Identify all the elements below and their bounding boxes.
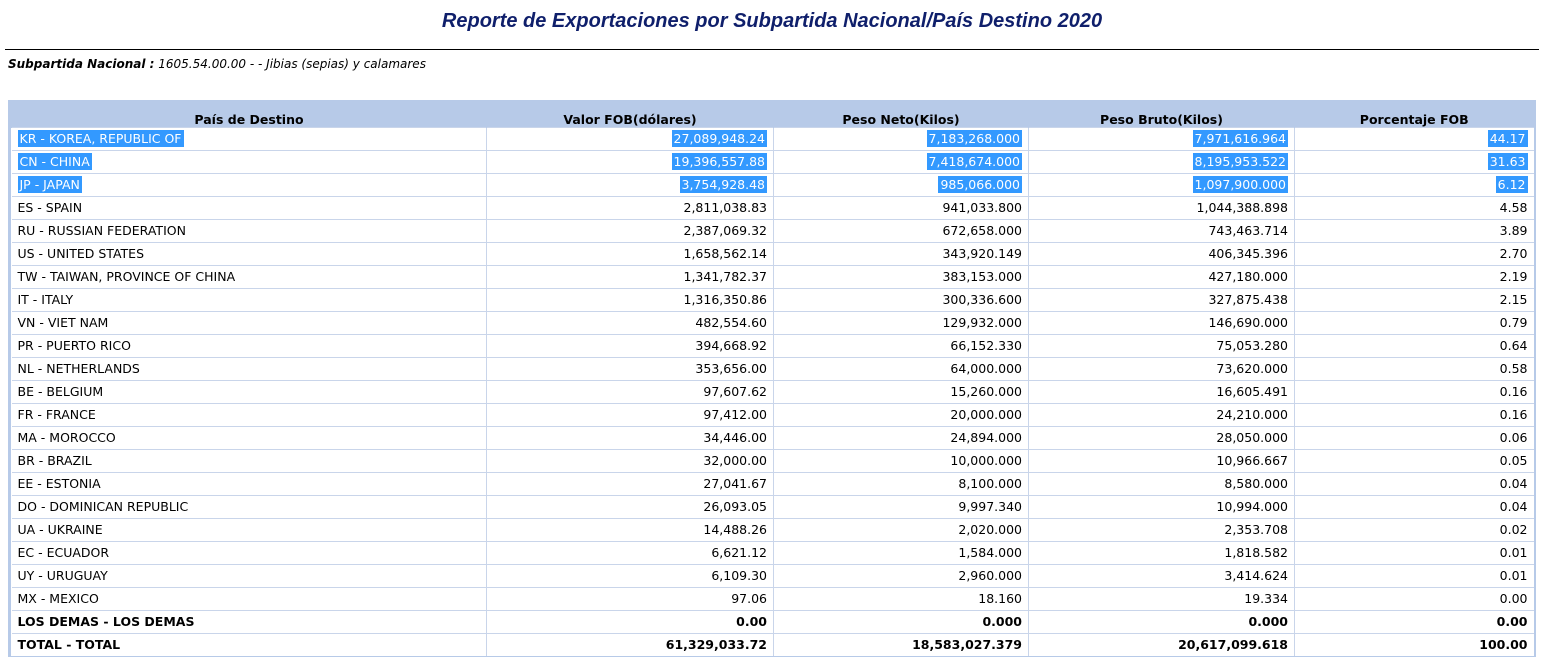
cell-porcentaje-fob-text: 0.64 (1499, 338, 1528, 353)
cell-pais-destino-text: IT - ITALY (17, 292, 74, 307)
table-body (12, 128, 1534, 657)
cell-porcentaje-fob (1295, 565, 1534, 588)
header-porcentaje-fob[interactable]: Porcentaje FOB (1295, 103, 1534, 128)
cell-peso-bruto (1029, 174, 1295, 197)
cell-peso-bruto (1029, 312, 1295, 335)
cell-porcentaje-fob (1295, 243, 1534, 266)
cell-pais-destino (12, 289, 487, 312)
cell-pais-destino (12, 588, 487, 611)
cell-valor-fob-text: 26,093.05 (703, 499, 767, 514)
table-row[interactable] (12, 427, 1534, 450)
cell-valor-fob-text: 482,554.60 (695, 315, 767, 330)
subpartida-label: Subpartida Nacional : (8, 57, 155, 71)
cell-valor-fob-text: 1,316,350.86 (683, 292, 767, 307)
cell-peso-neto-text: 2,960.000 (958, 568, 1022, 583)
cell-porcentaje-fob-text: 0.01 (1499, 545, 1528, 560)
cell-peso-bruto (1029, 151, 1295, 174)
cell-porcentaje-fob-text: 6.12 (1497, 177, 1526, 192)
cell-peso-neto (774, 611, 1029, 634)
cell-porcentaje-fob (1295, 358, 1534, 381)
cell-pais-destino-text: CN - CHINA (19, 154, 90, 169)
cell-porcentaje-fob-text: 0.02 (1499, 522, 1528, 537)
cell-peso-neto (774, 358, 1029, 381)
cell-porcentaje-fob (1295, 473, 1534, 496)
cell-pais-destino-text: EE - ESTONIA (17, 476, 101, 491)
table-row[interactable] (12, 128, 1534, 151)
cell-valor-fob (487, 542, 774, 565)
cell-porcentaje-fob (1295, 197, 1534, 220)
cell-valor-fob (487, 473, 774, 496)
cell-valor-fob-text: 2,387,069.32 (683, 223, 767, 238)
cell-porcentaje-fob (1295, 611, 1534, 634)
cell-peso-bruto-text: 7,971,616.964 (1194, 131, 1286, 146)
cell-peso-bruto (1029, 473, 1295, 496)
cell-porcentaje-fob-text: 0.00 (1496, 614, 1528, 629)
cell-valor-fob (487, 128, 774, 151)
cell-pais-destino (12, 450, 487, 473)
cell-peso-neto-text: 24,894.000 (950, 430, 1022, 445)
cell-valor-fob (487, 519, 774, 542)
cell-peso-neto (774, 427, 1029, 450)
cell-pais-destino-text: UY - URUGUAY (17, 568, 108, 583)
cell-peso-neto-text: 7,418,674.000 (928, 154, 1020, 169)
cell-pais-destino (12, 634, 487, 657)
table-row[interactable] (12, 220, 1534, 243)
cell-porcentaje-fob (1295, 151, 1534, 174)
cell-pais-destino-text: KR - KOREA, REPUBLIC OF (19, 131, 182, 146)
cell-valor-fob-text: 0.00 (736, 614, 767, 629)
table-row[interactable] (12, 151, 1534, 174)
cell-porcentaje-fob-text: 0.04 (1499, 499, 1528, 514)
cell-valor-fob (487, 243, 774, 266)
table-row[interactable] (12, 381, 1534, 404)
cell-porcentaje-fob (1295, 496, 1534, 519)
cell-peso-bruto (1029, 266, 1295, 289)
subpartida-value: 1605.54.00.00 - - Jibias (sepias) y calamares (158, 57, 426, 71)
cell-pais-destino-text: LOS DEMAS - LOS DEMAS (17, 614, 195, 629)
cell-peso-bruto (1029, 404, 1295, 427)
cell-peso-neto (774, 473, 1029, 496)
cell-peso-bruto-text: 28,050.000 (1216, 430, 1288, 445)
cell-peso-neto (774, 197, 1029, 220)
cell-peso-neto-text: 9,997.340 (958, 499, 1022, 514)
cell-valor-fob-text: 6,621.12 (711, 545, 767, 560)
table-row[interactable] (12, 588, 1534, 611)
cell-peso-neto (774, 289, 1029, 312)
table-row[interactable] (12, 519, 1534, 542)
cell-peso-neto-text: 7,183,268.000 (928, 131, 1020, 146)
cell-valor-fob-text: 1,658,562.14 (683, 246, 767, 261)
cell-peso-bruto-text: 1,044,388.898 (1196, 200, 1288, 215)
cell-peso-bruto (1029, 128, 1295, 151)
table-row[interactable] (12, 565, 1534, 588)
cell-porcentaje-fob-text: 100.00 (1479, 637, 1528, 652)
cell-valor-fob (487, 289, 774, 312)
cell-peso-neto (774, 588, 1029, 611)
cell-peso-bruto (1029, 519, 1295, 542)
cell-peso-bruto-text: 8,195,953.522 (1194, 154, 1286, 169)
cell-peso-neto-text: 941,033.800 (942, 200, 1022, 215)
cell-peso-neto-text: 300,336.600 (942, 292, 1022, 307)
table-row[interactable] (12, 289, 1534, 312)
cell-peso-neto (774, 335, 1029, 358)
cell-peso-neto-text: 672,658.000 (942, 223, 1022, 238)
cell-valor-fob (487, 335, 774, 358)
cell-pais-destino-text: UA - UKRAINE (17, 522, 103, 537)
cell-porcentaje-fob-text: 0.58 (1499, 361, 1528, 376)
table-row[interactable] (12, 634, 1534, 657)
cell-peso-neto (774, 496, 1029, 519)
cell-peso-bruto-text: 427,180.000 (1208, 269, 1288, 284)
cell-peso-bruto-text: 1,818.582 (1224, 545, 1288, 560)
cell-peso-neto-text: 64,000.000 (950, 361, 1022, 376)
cell-valor-fob-text: 27,089,948.24 (673, 131, 765, 146)
cell-porcentaje-fob-text: 0.05 (1499, 453, 1528, 468)
cell-peso-neto (774, 220, 1029, 243)
cell-valor-fob (487, 634, 774, 657)
table-row[interactable] (12, 174, 1534, 197)
cell-peso-bruto (1029, 289, 1295, 312)
cell-pais-destino-text: VN - VIET NAM (17, 315, 109, 330)
cell-valor-fob-text: 97,607.62 (703, 384, 767, 399)
header-peso-bruto[interactable]: Peso Bruto(Kilos) (1029, 103, 1295, 128)
cell-valor-fob (487, 565, 774, 588)
cell-peso-neto (774, 450, 1029, 473)
table-row[interactable] (12, 312, 1534, 335)
cell-valor-fob (487, 312, 774, 335)
cell-peso-neto-text: 15,260.000 (950, 384, 1022, 399)
cell-porcentaje-fob-text: 31.63 (1489, 154, 1526, 169)
cell-pais-destino (12, 473, 487, 496)
cell-porcentaje-fob (1295, 427, 1534, 450)
cell-pais-destino-text: PR - PUERTO RICO (17, 338, 131, 353)
cell-peso-bruto (1029, 565, 1295, 588)
cell-peso-bruto (1029, 335, 1295, 358)
header-valor-fob[interactable]: Valor FOB(dólares) (487, 103, 774, 128)
cell-pais-destino (12, 496, 487, 519)
cell-pais-destino-text: BR - BRAZIL (17, 453, 92, 468)
cell-peso-bruto (1029, 496, 1295, 519)
cell-valor-fob-text: 97.06 (731, 591, 767, 606)
cell-peso-neto (774, 404, 1029, 427)
cell-peso-bruto (1029, 381, 1295, 404)
cell-pais-destino (12, 197, 487, 220)
cell-pais-destino (12, 312, 487, 335)
cell-peso-neto-text: 8,100.000 (958, 476, 1022, 491)
cell-pais-destino-text: TW - TAIWAN, PROVINCE OF CHINA (17, 269, 236, 284)
cell-peso-neto-text: 10,000.000 (950, 453, 1022, 468)
cell-pais-destino (12, 519, 487, 542)
cell-peso-neto (774, 128, 1029, 151)
cell-peso-neto-text: 18,583,027.379 (912, 637, 1022, 652)
cell-porcentaje-fob (1295, 312, 1534, 335)
cell-porcentaje-fob (1295, 335, 1534, 358)
cell-valor-fob (487, 496, 774, 519)
cell-pais-destino (12, 266, 487, 289)
subpartida-info (8, 56, 426, 72)
table-row[interactable] (12, 496, 1534, 519)
table-row[interactable] (12, 542, 1534, 565)
cell-porcentaje-fob (1295, 220, 1534, 243)
cell-valor-fob-text: 61,329,033.72 (665, 637, 767, 652)
cell-peso-bruto-text: 0.000 (1248, 614, 1288, 629)
cell-porcentaje-fob-text: 0.16 (1499, 384, 1528, 399)
exports-table (11, 103, 1534, 656)
table-row[interactable] (12, 450, 1534, 473)
cell-pais-destino (12, 151, 487, 174)
cell-porcentaje-fob (1295, 588, 1534, 611)
cell-valor-fob-text: 353,656.00 (695, 361, 767, 376)
cell-valor-fob-text: 97,412.00 (703, 407, 767, 422)
cell-peso-neto (774, 312, 1029, 335)
cell-peso-neto (774, 565, 1029, 588)
cell-valor-fob-text: 394,668.92 (695, 338, 767, 353)
cell-peso-neto (774, 266, 1029, 289)
cell-valor-fob (487, 450, 774, 473)
cell-porcentaje-fob (1295, 404, 1534, 427)
cell-valor-fob-text: 19,396,557.88 (673, 154, 765, 169)
cell-peso-bruto-text: 327,875.438 (1208, 292, 1288, 307)
cell-pais-destino-text: JP - JAPAN (19, 177, 80, 192)
cell-porcentaje-fob (1295, 128, 1534, 151)
table-row[interactable] (12, 243, 1534, 266)
cell-valor-fob (487, 611, 774, 634)
table-header-row (12, 103, 1534, 128)
cell-valor-fob-text: 3,754,928.48 (681, 177, 765, 192)
cell-pais-destino (12, 404, 487, 427)
cell-porcentaje-fob-text: 2.70 (1499, 246, 1528, 261)
cell-pais-destino (12, 381, 487, 404)
cell-peso-neto (774, 243, 1029, 266)
title-divider (5, 49, 1539, 50)
cell-pais-destino-text: FR - FRANCE (17, 407, 96, 422)
cell-valor-fob (487, 381, 774, 404)
cell-peso-bruto-text: 75,053.280 (1216, 338, 1288, 353)
report-title: Reporte de Exportaciones por Subpartida Nacional/País Destino 2020 (441, 10, 1103, 32)
cell-peso-bruto-text: 24,210.000 (1216, 407, 1288, 422)
table-row[interactable] (12, 335, 1534, 358)
cell-valor-fob (487, 404, 774, 427)
cell-pais-destino-text: NL - NETHERLANDS (17, 361, 140, 376)
cell-porcentaje-fob (1295, 519, 1534, 542)
cell-peso-bruto (1029, 427, 1295, 450)
cell-peso-bruto (1029, 542, 1295, 565)
cell-porcentaje-fob (1295, 289, 1534, 312)
cell-peso-bruto-text: 16,605.491 (1216, 384, 1288, 399)
cell-peso-bruto-text: 8,580.000 (1224, 476, 1288, 491)
cell-peso-neto (774, 174, 1029, 197)
cell-pais-destino-text: EC - ECUADOR (17, 545, 110, 560)
cell-peso-neto-text: 20,000.000 (950, 407, 1022, 422)
cell-pais-destino (12, 611, 487, 634)
cell-peso-bruto-text: 406,345.396 (1208, 246, 1288, 261)
cell-pais-destino (12, 358, 487, 381)
cell-pais-destino-text: TOTAL - TOTAL (17, 637, 121, 652)
cell-peso-neto (774, 542, 1029, 565)
cell-porcentaje-fob-text: 2.19 (1499, 269, 1528, 284)
cell-valor-fob (487, 220, 774, 243)
cell-peso-bruto (1029, 243, 1295, 266)
cell-peso-neto (774, 381, 1029, 404)
cell-porcentaje-fob-text: 0.06 (1499, 430, 1528, 445)
table-row[interactable] (12, 197, 1534, 220)
cell-porcentaje-fob-text: 44.17 (1489, 131, 1526, 146)
table-row[interactable] (12, 473, 1534, 496)
cell-peso-bruto (1029, 220, 1295, 243)
cell-porcentaje-fob-text: 0.79 (1499, 315, 1528, 330)
cell-valor-fob (487, 174, 774, 197)
cell-peso-bruto-text: 19.334 (1244, 591, 1288, 606)
cell-peso-neto-text: 383,153.000 (942, 269, 1022, 284)
cell-peso-bruto (1029, 358, 1295, 381)
cell-porcentaje-fob (1295, 381, 1534, 404)
header-pais-destino[interactable]: País de Destino (12, 103, 487, 128)
cell-pais-destino-text: BE - BELGIUM (17, 384, 104, 399)
cell-valor-fob (487, 588, 774, 611)
cell-peso-bruto-text: 20,617,099.618 (1178, 637, 1288, 652)
cell-peso-bruto (1029, 450, 1295, 473)
cell-peso-neto-text: 343,920.149 (942, 246, 1022, 261)
cell-peso-bruto-text: 73,620.000 (1216, 361, 1288, 376)
cell-pais-destino-text: MX - MEXICO (17, 591, 99, 606)
cell-peso-neto-text: 2,020.000 (958, 522, 1022, 537)
cell-porcentaje-fob-text: 0.01 (1499, 568, 1528, 583)
cell-pais-destino (12, 565, 487, 588)
cell-porcentaje-fob-text: 0.16 (1499, 407, 1528, 422)
table-row[interactable] (12, 358, 1534, 381)
header-peso-neto[interactable]: Peso Neto(Kilos) (774, 103, 1029, 128)
cell-valor-fob-text: 27,041.67 (703, 476, 767, 491)
report-table-frame (8, 100, 1536, 657)
cell-pais-destino (12, 542, 487, 565)
cell-valor-fob (487, 427, 774, 450)
cell-peso-bruto (1029, 634, 1295, 657)
cell-pais-destino (12, 174, 487, 197)
cell-porcentaje-fob (1295, 450, 1534, 473)
cell-peso-neto-text: 985,066.000 (940, 177, 1020, 192)
cell-peso-neto (774, 634, 1029, 657)
cell-porcentaje-fob-text: 2.15 (1499, 292, 1528, 307)
cell-pais-destino (12, 220, 487, 243)
cell-pais-destino (12, 335, 487, 358)
cell-valor-fob-text: 32,000.00 (703, 453, 767, 468)
cell-valor-fob-text: 6,109.30 (711, 568, 767, 583)
table-row[interactable] (12, 404, 1534, 427)
cell-pais-destino (12, 427, 487, 450)
table-row[interactable] (12, 611, 1534, 634)
cell-peso-bruto-text: 146,690.000 (1208, 315, 1288, 330)
cell-peso-bruto-text: 10,966.667 (1216, 453, 1288, 468)
cell-peso-bruto-text: 10,994.000 (1216, 499, 1288, 514)
cell-porcentaje-fob (1295, 542, 1534, 565)
cell-peso-bruto-text: 3,414.624 (1224, 568, 1288, 583)
cell-peso-neto (774, 519, 1029, 542)
cell-peso-neto-text: 18.160 (978, 591, 1022, 606)
cell-peso-bruto (1029, 588, 1295, 611)
cell-valor-fob (487, 358, 774, 381)
cell-pais-destino-text: MA - MOROCCO (17, 430, 116, 445)
cell-pais-destino-text: ES - SPAIN (17, 200, 83, 215)
cell-porcentaje-fob-text: 3.89 (1499, 223, 1528, 238)
cell-peso-neto-text: 0.000 (982, 614, 1022, 629)
cell-valor-fob-text: 14,488.26 (703, 522, 767, 537)
cell-porcentaje-fob-text: 4.58 (1499, 200, 1528, 215)
cell-porcentaje-fob (1295, 634, 1534, 657)
cell-porcentaje-fob (1295, 174, 1534, 197)
cell-porcentaje-fob-text: 0.00 (1499, 591, 1528, 606)
cell-valor-fob-text: 2,811,038.83 (683, 200, 767, 215)
cell-peso-neto (774, 151, 1029, 174)
table-row[interactable] (12, 266, 1534, 289)
cell-valor-fob-text: 1,341,782.37 (683, 269, 767, 284)
cell-valor-fob (487, 197, 774, 220)
cell-valor-fob (487, 151, 774, 174)
cell-peso-neto-text: 66,152.330 (950, 338, 1022, 353)
cell-pais-destino-text: DO - DOMINICAN REPUBLIC (17, 499, 189, 514)
cell-pais-destino-text: US - UNITED STATES (17, 246, 145, 261)
cell-pais-destino-text: RU - RUSSIAN FEDERATION (17, 223, 186, 238)
cell-peso-neto-text: 1,584.000 (958, 545, 1022, 560)
cell-valor-fob (487, 266, 774, 289)
cell-porcentaje-fob (1295, 266, 1534, 289)
cell-valor-fob-text: 34,446.00 (703, 430, 767, 445)
cell-pais-destino (12, 243, 487, 266)
cell-peso-bruto (1029, 197, 1295, 220)
cell-pais-destino (12, 128, 487, 151)
cell-porcentaje-fob-text: 0.04 (1499, 476, 1528, 491)
cell-peso-bruto-text: 743,463.714 (1208, 223, 1288, 238)
cell-peso-bruto-text: 1,097,900.000 (1194, 177, 1286, 192)
cell-peso-neto-text: 129,932.000 (942, 315, 1022, 330)
cell-peso-bruto (1029, 611, 1295, 634)
cell-peso-bruto-text: 2,353.708 (1224, 522, 1288, 537)
